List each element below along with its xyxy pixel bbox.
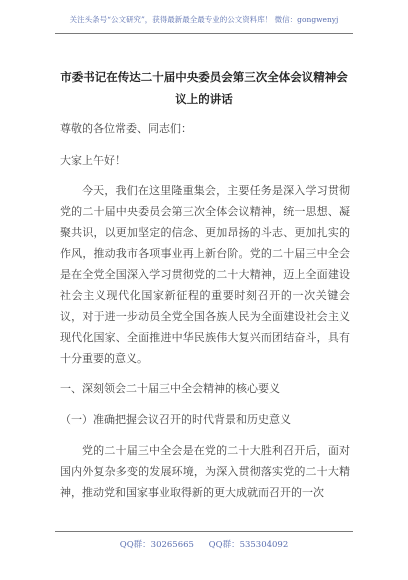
subsection-heading-1: （一）准确把握会议召开的时代背景和历史意义 <box>60 413 291 426</box>
footer-qq-group-1: QQ群：30265665 <box>119 540 194 550</box>
footer <box>0 538 408 550</box>
section-heading-1: 一、深刻领会二十届三中全会精神的核心要义 <box>60 382 280 395</box>
greeting: 大家上午好！ <box>60 154 126 167</box>
body-paragraph-2: 党的二十届三中全会是在党的二十大胜利召开后，面对国内外复杂多变的发展环境，为深入贯彻落实党的二十大精神，推动党和国家事业取得新的更大成就而召开的一次 <box>60 444 350 499</box>
salutation: 尊敬的各位常委、同志们： <box>60 122 192 135</box>
header-divider <box>55 33 353 34</box>
header-note: 关注头条号“公文研究”，获得最新最全最专业的公文资料库！ 微信：gongwenyj <box>69 15 339 24</box>
document-title: 市委书记在传达二十届中央委员会第三次全体会议精神会议上的讲话 <box>60 70 348 106</box>
body-paragraph-1: 今天，我们在这里隆重集会，主要任务是深入学习贯彻党的二十届中央委员会第三次全体会议精神，统一思想、凝聚共识，以更加坚定的信念、更加昂扬的斗志、更加扎实的作风，推动我市各项事业再上新台阶。党的二十届三中全会是在全党全国深入学习贯彻党的二十大精神，迈上全面建设社会主义现代化国家新征程的重要时刻召开的一次关键会议，对于进一步动员全党全国各族人民为全面建设社会主义现代化国家、全面推进中华民族伟大复兴而团结奋斗，具有十分重要的意义。 <box>60 184 350 365</box>
footer-divider <box>55 531 353 532</box>
footer-qq-group-2: QQ群：535304092 <box>208 540 289 550</box>
